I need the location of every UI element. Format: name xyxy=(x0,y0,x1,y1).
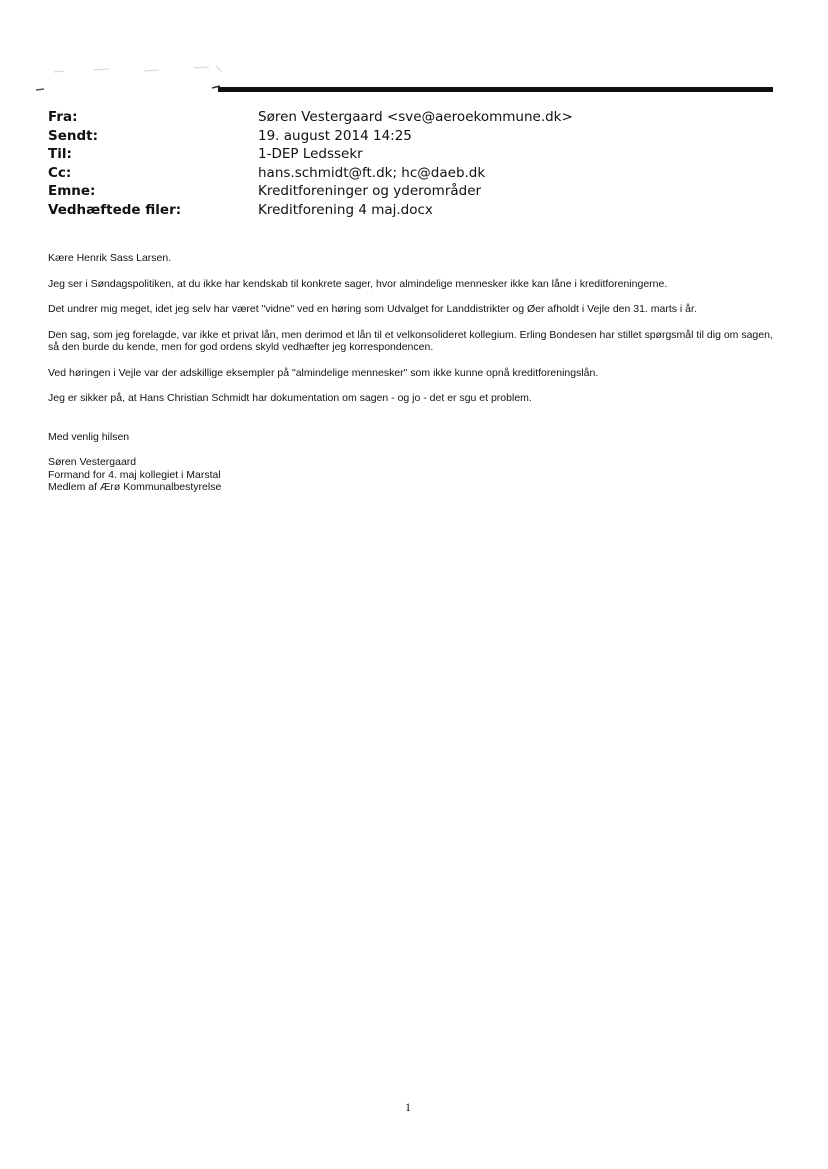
header-value: 1-DEP Ledssekr xyxy=(258,146,363,163)
header-label: Cc: xyxy=(48,164,72,181)
email-header xyxy=(48,108,768,219)
signature xyxy=(48,456,773,494)
signature-name: Søren Vestergaard xyxy=(48,456,137,468)
paragraph: Ved høringen i Vejle var der adskillige eksempler på "almindelige mennesker" som ikke kunne opnå kreditforeningslån. xyxy=(48,366,599,379)
letter-body xyxy=(48,252,773,494)
header-value: Søren Vestergaard <sve@aeroekommune.dk> xyxy=(258,109,573,126)
header-label: Emne: xyxy=(48,183,96,200)
header-label: Til: xyxy=(48,146,72,163)
header-label: Vedhæftede filer: xyxy=(48,201,182,218)
header-label: Fra: xyxy=(48,109,78,126)
attachment-name: Kreditforening 4 maj.docx xyxy=(258,201,433,218)
paragraph: Jeg er sikker på, at Hans Christian Schmidt har dokumentation om sagen - og jo - det er sgu et problem. xyxy=(48,392,532,404)
header-row-from xyxy=(48,108,768,127)
signature-title: Medlem af Ærø Kommunalbestyrelse xyxy=(48,481,222,493)
header-value: hans.schmidt@ft.dk; hc@daeb.dk xyxy=(258,164,486,181)
header-row-subject xyxy=(48,182,768,201)
header-row-to xyxy=(48,145,768,164)
header-value: Kreditforeninger og yderområder xyxy=(258,183,482,200)
header-value: 19. august 2014 14:25 xyxy=(258,127,412,144)
header-row-attachments xyxy=(48,201,768,220)
paragraph: Jeg ser i Søndagspolitiken, at du ikke har kendskab til konkrete sager, hvor almindelige mennesker ikke kan låne i kreditforeningerne. xyxy=(48,277,668,290)
signature-title: Formand for 4. maj kollegiet i Marstal xyxy=(48,468,221,481)
header-label: Sendt: xyxy=(48,127,99,144)
scan-artifact xyxy=(34,64,224,92)
paragraph: Den sag, som jeg forelagde, var ikke et privat lån, men derimod et lån til et velkonsolideret kollegium. Erling Bondesen har stillet spørgsmål til dig om sagen, så den burde du kende, men for god ordens skyld vedhæfter jeg korrespondencen. xyxy=(48,328,773,353)
page-number: 1 xyxy=(405,1100,411,1114)
header-divider xyxy=(218,87,773,92)
closing: Med venlig hilsen xyxy=(48,430,130,443)
header-row-sent xyxy=(48,127,768,146)
header-row-cc xyxy=(48,164,768,183)
greeting: Kære Henrik Sass Larsen. xyxy=(48,252,172,264)
paragraph: Det undrer mig meget, idet jeg selv har været "vidne" ved en høring som Udvalget for Landdistrikter og Øer afholdt i Vejle den 31. marts i år. xyxy=(48,303,697,315)
